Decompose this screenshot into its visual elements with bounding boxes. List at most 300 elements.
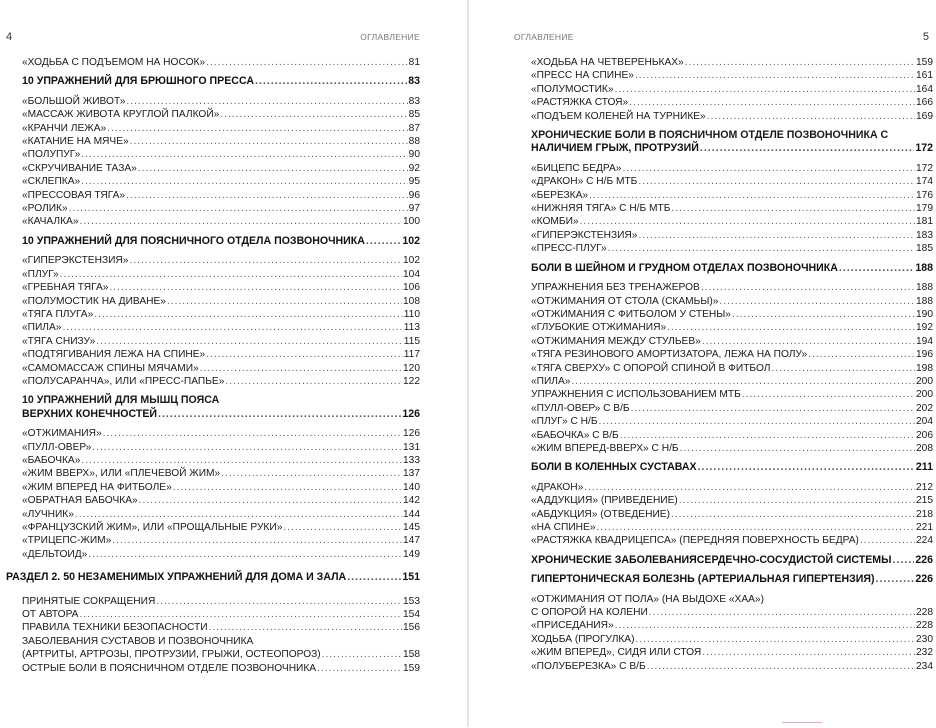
toc-entry[interactable] [22,648,420,661]
toc-entry[interactable] [22,175,420,188]
toc-entry[interactable] [531,56,933,69]
toc-entry[interactable] [531,375,933,388]
toc-entry-page: 176 [916,189,933,201]
toc-entry[interactable] [22,521,420,534]
toc-list [6,56,420,675]
dot-leader [317,662,402,675]
toc-entry-title: (АРТРИТЫ, АРТРОЗЫ, ПРОТРУЗИИ, ГРЫЖИ, ОСТЕОПОРОЗ) [22,649,321,661]
toc-entry[interactable] [22,348,420,361]
toc-entry[interactable] [531,508,933,521]
toc-entry-title: «ЖИМ ВПЕРЕД-ВВЕРХ» С Н/Б [531,442,679,454]
dot-leader [158,408,401,421]
dot-leader [622,162,915,175]
toc-entry-page: 181 [916,216,933,228]
toc-entry-page: 218 [916,508,933,520]
dot-leader [635,69,915,82]
toc-entry[interactable] [22,375,420,388]
toc-entry[interactable] [22,335,420,348]
toc-entry-title: «ПУЛЛ-ОВЕР» [22,441,92,453]
dot-leader [139,494,402,507]
toc-entry[interactable] [531,162,933,175]
toc-entry[interactable] [531,442,933,455]
toc-entry-title: ОТ АВТОРА [22,609,79,621]
toc-entry-page: 137 [403,468,420,480]
toc-entry-title: БОЛИ В ШЕЙНОМ И ГРУДНОМ ОТДЕЛАХ ПОЗВОНОЧНИКА [531,261,838,274]
toc-entry[interactable] [531,388,933,401]
toc-entry[interactable] [531,242,933,255]
toc-entry[interactable] [531,619,933,632]
toc-entry[interactable] [531,521,933,534]
toc-entry-title: «ПОЛУСАРАНЧА», ИЛИ «ПРЕСС-ПАПЬЕ» [22,375,225,387]
toc-entry-title: «ПОЛУБЕРЕЗКА» С В/Б [531,660,646,672]
toc-entry-title: «ПИЛА» [531,375,571,387]
dot-leader [126,189,408,202]
toc-entry[interactable] [22,108,420,121]
toc-entry-page: 188 [916,282,933,294]
toc-entry-page: 108 [403,295,420,307]
toc-entry-title: «ЖИМ ВПЕРЕД», СИДЯ ИЛИ СТОЯ [531,647,702,659]
toc-entry-title: «ХОДЬБА НА ЧЕТВЕРЕНЬКАХ» [531,57,684,68]
dot-leader [173,481,402,494]
dot-leader [94,308,402,321]
toc-entry[interactable] [531,189,933,202]
toc-entry-title: «ДЕЛЬТОИД» [22,548,88,560]
toc-section-line1: ХРОНИЧЕСКИЕ БОЛИ В ПОЯСНИЧНОМ ОТДЕЛЕ ПОЗВОНОЧНИКА С [531,129,889,142]
dot-leader [92,441,402,454]
toc-entry-page: 198 [916,362,933,374]
left-page [0,0,467,727]
dot-leader [679,494,915,507]
toc-entry[interactable] [531,202,933,215]
toc-entry[interactable] [22,595,420,608]
toc-entry-title: «ПРЕСС-ПЛУГ» [531,243,607,255]
toc-entry-page: 115 [403,335,420,347]
dot-leader [580,215,915,228]
toc-entry-line1: «ОТЖИМАНИЯ ОТ ПОЛА» (НА ВЫДОХЕ «ХАА») [531,593,764,605]
toc-entry-title: ВЕРХНИХ КОНЕЧНОСТЕЙ [22,407,158,420]
toc-entry[interactable] [22,122,420,135]
dot-leader [81,148,407,161]
toc-entry-page: 147 [403,535,420,547]
toc-entry-page: 102 [403,255,420,267]
toc-entry-line1: ЗАБОЛЕВАНИЯ СУСТАВОВ И ПОЗВОНОЧНИКА [22,635,254,647]
toc-entry-title: «ЖИМ ВПЕРЕД НА ФИТБОЛЕ» [22,481,172,493]
toc-entry[interactable] [22,189,420,202]
toc-entry[interactable] [531,494,933,507]
toc-entry-title: «ОТЖИМАНИЯ С ФИТБОЛОМ У СТЕНЫ» [531,308,731,320]
toc-entry-page: 183 [916,229,933,241]
toc-section[interactable] [531,554,933,567]
toc-entry-page: 131 [403,441,420,453]
toc-entry-title: ХРОНИЧЕСКИЕ ЗАБОЛЕВАНИЯСЕРДЕЧНО-СОСУДИСТОЙ СИСТЕМЫ [531,553,892,566]
dot-leader [107,122,408,135]
dot-leader [79,608,402,621]
toc-entry[interactable] [22,135,420,148]
toc-entry-title: 10 УПРАЖНЕНИЙ ДЛЯ БРЮШНОГО ПРЕССА [22,75,254,88]
toc-entry-title: «ПРИСЕДАНИЯ» [531,620,614,632]
dot-leader [629,96,915,109]
right-page [469,0,936,727]
toc-entry-page: 96 [408,189,420,201]
toc-entry-page: 164 [916,83,933,95]
toc-entry-title: «ПОЛУМОСТИК» [531,83,614,95]
toc-entry-page: 87 [408,122,420,134]
toc-entry-title: «СКЛЕПКА» [22,176,81,188]
toc-entry[interactable] [22,281,420,294]
toc-entry[interactable] [531,660,933,673]
toc-entry[interactable] [531,415,933,428]
toc-section[interactable] [22,235,420,248]
toc-list [531,56,933,673]
toc-entry[interactable] [531,295,933,308]
toc-entry-page: 95 [408,176,420,188]
dot-leader [702,646,915,659]
dot-leader [772,362,916,375]
dot-leader [571,375,915,388]
toc-entry[interactable] [22,321,420,334]
toc-entry-title: «ПЛУГ» С Н/Б [531,416,598,428]
toc-entry-title: ХОДЬБА (ПРОГУЛКА) [531,633,635,645]
toc-section[interactable] [531,142,933,155]
toc-entry-title: «ПОДЪЕМ КОЛЕНЕЙ НА ТУРНИКЕ» [531,110,706,122]
dot-leader [109,281,402,294]
dot-leader [707,110,915,123]
running-head: ОГЛАВЛЕНИЕ [360,32,420,42]
toc-entry-page: 234 [916,660,933,672]
toc-entry-title: «КАЧАЛКА» [22,216,79,228]
toc-entry[interactable] [22,662,420,675]
toc-entry-title: «ГЛУБОКИЕ ОТЖИМАНИЯ» [531,322,667,334]
toc-entry[interactable] [22,215,420,228]
toc-entry[interactable] [531,429,933,442]
toc-entry-page: 161 [916,70,933,82]
toc-section-line1: 10 УПРАЖНЕНИЙ ДЛЯ МЫШЦ ПОЯСА [22,394,220,407]
toc-entry-page: 208 [916,442,933,454]
toc-entry-page: 90 [408,149,420,161]
toc-entry[interactable] [22,441,420,454]
toc-entry-page: 106 [403,282,420,294]
dot-leader [615,619,915,632]
dot-leader [839,262,914,275]
toc-entry-title: «АДДУКЦИЯ» (ПРИВЕДЕНИЕ) [531,495,678,507]
toc-entry-page: 83 [408,95,420,107]
toc-entry[interactable] [22,268,420,281]
dot-leader [255,75,407,88]
toc-entry-page: 206 [916,429,933,441]
dot-leader [671,202,915,215]
toc-entry-title: «ПОДТЯГИВАНИЯ ЛЕЖА НА СПИНЕ» [22,349,206,361]
toc-entry-page: 228 [916,620,933,632]
toc-entry[interactable] [531,281,933,294]
toc-entry-page: 200 [916,389,933,401]
dot-leader [69,202,408,215]
toc-section[interactable] [22,75,420,88]
toc-entry-title: ПРИНЯТЫЕ СОКРАЩЕНИЯ [22,595,156,607]
toc-entry[interactable] [22,548,420,561]
toc-entry[interactable] [22,148,420,161]
toc-entry-title: ОСТРЫЕ БОЛИ В ПОЯСНИЧНОМ ОТДЕЛЕ ПОЗВОНОЧНИКА [22,662,317,674]
toc-entry[interactable] [22,454,420,467]
toc-entry-page: 120 [403,362,420,374]
toc-entry[interactable] [531,308,933,321]
toc-entry-title: «НА СПИНЕ» [531,522,596,533]
dot-leader [589,189,915,202]
toc-entry-title: «ПОЛУПУГ» [22,149,81,161]
toc-entry-title: «КОМБИ» [531,216,579,228]
toc-entry-page: 226 [915,573,933,586]
toc-entry[interactable] [531,321,933,334]
toc-entry[interactable] [22,608,420,621]
toc-entry[interactable] [22,467,420,480]
running-head: ОГЛАВЛЕНИЕ [514,32,574,42]
toc-entry[interactable] [22,162,420,175]
toc-entry-page: 140 [403,481,420,493]
toc-entry-page: 232 [916,647,933,659]
toc-entry[interactable] [531,69,933,82]
toc-entry[interactable] [22,95,420,108]
toc-entry-title: 10 УПРАЖНЕНИЙ ДЛЯ ПОЯСНИЧНОГО ОТДЕЛА ПОЗВОНОЧНИКА [22,234,365,247]
page-number: 5 [922,31,929,43]
toc-entry-page: 158 [403,649,420,661]
toc-entry[interactable] [22,508,420,521]
toc-entry[interactable] [531,402,933,415]
toc-entry-page: 122 [403,375,420,387]
toc-entry[interactable] [531,348,933,361]
toc-entry[interactable] [531,646,933,659]
toc-entry-page: 172 [915,142,933,155]
dot-leader [636,633,916,646]
toc-entry-title: «ПУЛЛ-ОВЕР» С В/Б [531,402,630,414]
toc-section[interactable] [531,461,933,474]
toc-entry-page: 156 [403,622,420,634]
toc-entry[interactable] [22,308,420,321]
toc-entry-page: 196 [916,349,933,361]
toc-entry-title: «ГИПЕРЭКСТЕНЗИЯ» [531,229,638,241]
dot-leader [112,534,402,547]
toc-entry-title: «САМОМАССАЖ СПИНЫ МЯЧАМИ» [22,362,199,374]
toc-entry[interactable] [531,175,933,188]
dot-leader [130,135,408,148]
dot-leader [671,508,915,521]
toc-entry-page: 104 [403,268,420,280]
toc-entry[interactable] [531,481,933,494]
toc-entry[interactable] [22,427,420,440]
toc-entry-title: «ОТЖИМАНИЯ» [22,428,102,440]
toc-entry-title: ГИПЕРТОНИЧЕСКАЯ БОЛЕЗНЬ (АРТЕРИАЛЬНАЯ ГИПЕРТЕНЗИЯ) [531,573,875,586]
toc-entry-page: 102 [402,234,420,247]
toc-entry-page: 145 [403,522,420,533]
toc-entry-page: 100 [403,216,420,228]
toc-entry-page: 221 [916,522,933,533]
toc-entry-page: 85 [408,109,420,121]
page-edge-mark [782,722,822,728]
toc-entry[interactable] [531,110,933,123]
dot-leader [680,442,915,455]
dot-leader [283,521,402,534]
toc-entry-page: 144 [403,508,420,520]
toc-entry[interactable] [22,202,420,215]
toc-entry-title: УПРАЖНЕНИЯ С ИСПОЛЬЗОВАНИЕМ МТБ [531,389,741,401]
dot-leader [129,254,402,267]
dot-leader [167,295,402,308]
toc-entry-page: 190 [916,308,933,320]
toc-entry-title: «ПРЕССОВАЯ ТЯГА» [22,189,126,201]
dot-leader [638,175,915,188]
toc-entry-page: 126 [403,428,420,440]
toc-entry[interactable] [531,215,933,228]
toc-entry-page: 215 [916,495,933,507]
toc-entry[interactable] [531,229,933,242]
dot-leader [698,461,915,474]
toc-entry-page: 153 [403,595,420,607]
toc-entry-page: 110 [403,308,420,320]
toc-entry[interactable] [531,633,933,646]
dot-leader [126,95,407,108]
toc-entry-title: «РАСТЯЖКА КВАДРИЦЕПСА» (ПЕРЕДНЯЯ ПОВЕРХНОСТЬ БЕДРА) [531,535,859,547]
dot-leader [599,415,915,428]
toc-entry[interactable] [531,362,933,375]
dot-leader [81,454,402,467]
dot-leader [75,508,402,521]
toc-entry-title: «ГИПЕРЭКСТЕНЗИЯ» [22,255,129,267]
toc-entry-page: 166 [916,97,933,109]
toc-entry-title: «ДРАКОН» [531,481,584,493]
toc-entry[interactable] [531,606,933,619]
dot-leader [808,348,915,361]
toc-entry-title: «ПОЛУМОСТИК НА ДИВАНЕ» [22,295,166,307]
toc-entry-title: «ХОДЬБА С ПОДЪЕМОМ НА НОСОК» [22,57,206,68]
dot-leader [732,308,915,321]
toc-section[interactable] [531,262,933,275]
toc-entry-page: 224 [916,535,933,547]
dot-leader [62,321,402,334]
dot-leader [742,388,915,401]
dot-leader [138,162,408,175]
toc-entry-page: 88 [408,136,420,148]
dot-leader [860,534,915,547]
toc-entry-title: «ТЯГА РЕЗИНОВОГО АМОРТИЗАТОРА, ЛЕЖА НА ПОЛУ» [531,349,808,361]
dot-leader [596,521,915,534]
toc-section[interactable] [22,408,420,421]
toc-entry-page: 169 [916,110,933,122]
toc-entry-page: 113 [403,322,420,334]
toc-entry[interactable] [22,534,420,547]
toc-section[interactable] [531,573,933,586]
toc-entry[interactable] [531,534,933,547]
toc-entry-page: 179 [916,203,933,215]
toc-entry-title: ПРАВИЛА ТЕХНИКИ БЕЗОПАСНОСТИ [22,622,208,634]
dot-leader [631,402,915,415]
toc-entry[interactable] [22,254,420,267]
toc-entry-title: «ОБРАТНАЯ БАБОЧКА» [22,495,138,507]
dot-leader [221,467,402,480]
toc-entry-title: НАЛИЧИЕМ ГРЫЖ, ПРОТРУЗИЙ [531,142,699,155]
toc-entry-page: 97 [408,203,420,215]
toc-entry-title: «БИЦЕПС БЕДРА» [531,162,622,174]
toc-entry-title: «КАТАНИЕ НА МЯЧЕ» [22,136,129,148]
toc-entry-page: 142 [403,495,420,507]
toc-part[interactable] [6,571,420,584]
dot-leader [685,56,915,69]
dot-leader [96,335,403,348]
toc-entry-page: 228 [916,607,933,619]
dot-leader [649,606,915,619]
toc-entry[interactable] [531,335,933,348]
dot-leader [702,335,915,348]
dot-leader [876,573,915,586]
toc-entry-page: 126 [402,407,420,420]
toc-entry[interactable] [531,96,933,109]
dot-leader [88,548,402,561]
toc-entry-title: «АБДУКЦИЯ» (ОТВЕДЕНИЕ) [531,508,670,520]
toc-entry-title: УПРАЖНЕНИЯ БЕЗ ТРЕНАЖЕРОВ [531,282,700,294]
dot-leader [608,242,915,255]
toc-entry[interactable] [22,494,420,507]
toc-entry[interactable] [22,56,420,69]
dot-leader [322,648,402,661]
dot-leader [103,427,402,440]
page-number: 4 [6,31,13,43]
toc-entry-title: «ПРЕСС НА СПИНЕ» [531,70,634,82]
toc-entry-page: 200 [916,375,933,387]
toc-entry-page: 174 [916,176,933,188]
toc-entry-page: 188 [916,295,933,307]
dot-leader [584,481,915,494]
toc-entry-title: «СКРУЧИВАНИЕ ТАЗА» [22,162,137,174]
toc-entry[interactable] [531,83,933,96]
toc-entry-title: «ФРАНЦУЗСКИЙ ЖИМ», ИЛИ «ПРОЩАЛЬНЫЕ РУКИ» [22,522,283,533]
toc-entry[interactable] [22,362,420,375]
toc-entry[interactable] [22,621,420,634]
toc-entry-page: 92 [408,162,420,174]
toc-entry-title: «ОТЖИМАНИЯ МЕЖДУ СТУЛЬЕВ» [531,335,701,347]
dot-leader [209,621,402,634]
dot-leader [620,429,915,442]
toc-entry-title: «ТЯГА СНИЗУ» [22,335,96,347]
toc-entry-title: «БЕРЕЗКА» [531,189,589,201]
dot-leader [80,215,403,228]
toc-entry-page: 133 [403,454,420,466]
toc-entry-page: 154 [403,609,420,621]
dot-leader [701,281,915,294]
toc-entry-page: 212 [916,481,933,493]
dot-leader [156,595,402,608]
dot-leader [60,268,402,281]
toc-entry-page: 159 [916,57,933,68]
toc-entry-page: 185 [916,243,933,255]
toc-entry[interactable] [22,295,420,308]
toc-entry-page: 211 [915,461,933,474]
toc-entry-page: 81 [408,57,420,68]
toc-entry-title: «ТРИЦЕПС-ЖИМ» [22,535,112,547]
dot-leader [81,175,408,188]
toc-entry[interactable] [22,481,420,494]
toc-entry-title: «РОЛИК» [22,203,68,215]
toc-entry-title: РАЗДЕЛ 2. 50 НЕЗАМЕНИМЫХ УПРАЖНЕНИЙ ДЛЯ ДОМА И ЗАЛА [6,571,347,584]
dot-leader [700,142,914,155]
toc-entry-page: 151 [402,571,420,584]
toc-entry-page: 117 [403,349,420,361]
dot-leader [206,348,403,361]
toc-entry-page: 192 [916,322,933,334]
toc-entry-title: БОЛИ В КОЛЕННЫХ СУСТАВАХ [531,461,697,474]
toc-entry-page: 230 [916,633,933,645]
toc-entry-page: 172 [916,162,933,174]
dot-leader [200,362,402,375]
toc-entry-title: «БОЛЬШОЙ ЖИВОТ» [22,95,126,107]
dot-leader [893,554,915,567]
toc-entry-title: «РАСТЯЖКА СТОЯ» [531,97,629,109]
